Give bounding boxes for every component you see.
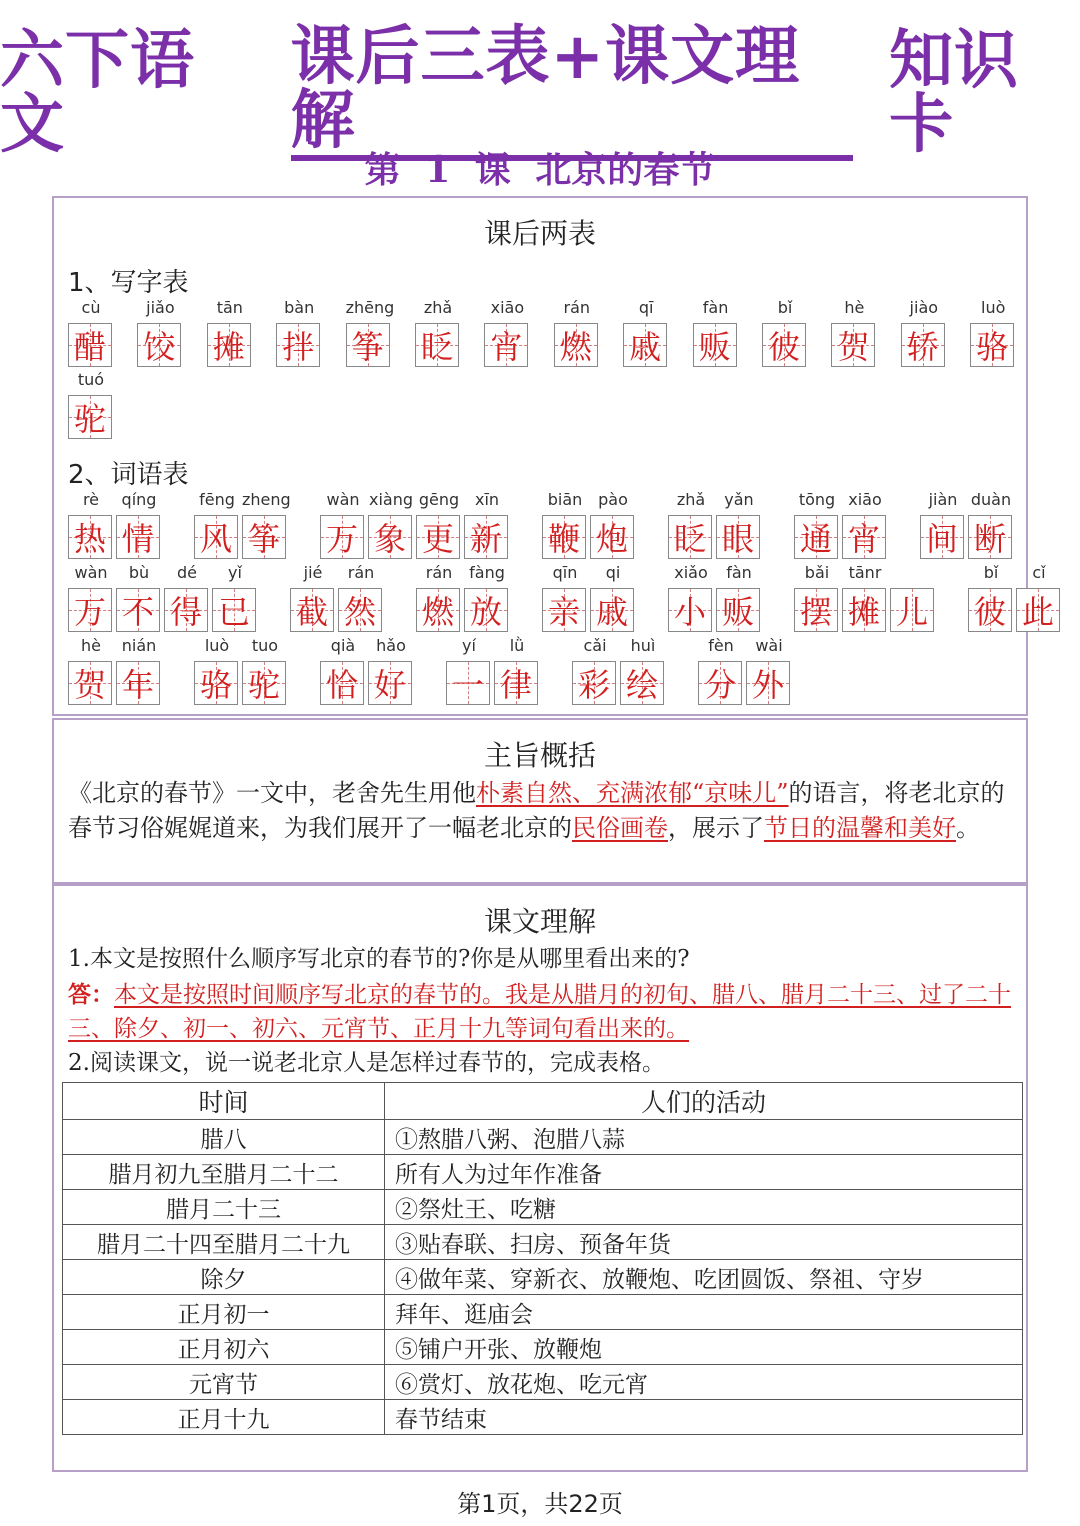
time-cell: 腊八 (63, 1120, 385, 1155)
pinyin-label: jiǎo (146, 298, 175, 317)
char-glyph: 截 (295, 593, 328, 631)
char-cell (416, 515, 460, 559)
pinyin-label: wài (755, 636, 783, 655)
char-cell (242, 515, 286, 559)
theme-section (52, 718, 1028, 884)
char-cell (494, 661, 538, 705)
time-cell: 腊月初九至腊月二十二 (63, 1155, 385, 1190)
pinyin-label: tān (216, 298, 243, 317)
table-header-row (63, 1083, 1023, 1120)
pinyin-label: nián (121, 636, 157, 655)
char-cell (346, 323, 390, 367)
pinyin-label: fēng (199, 490, 235, 509)
char-cell (716, 588, 760, 632)
lesson-title: 第 1 课 北京的春节 (364, 149, 716, 191)
table-row (63, 1365, 1023, 1400)
char-cell (794, 515, 838, 559)
char-cell (901, 323, 945, 367)
pinyin-label: qi (605, 563, 621, 582)
question-1: 1.本文是按照什么顺序写北京的春节的?你是从哪里看出来的? (68, 946, 690, 972)
pinyin-label: rán (347, 563, 375, 582)
char-cell (320, 515, 364, 559)
char-cell (831, 323, 875, 367)
time-cell: 腊月二十四至腊月二十九 (63, 1225, 385, 1260)
vocab-section-title: 课后两表 (483, 217, 596, 250)
char-cell (842, 515, 886, 559)
char-glyph: 醋 (73, 328, 106, 366)
vocab-section (52, 196, 1054, 716)
char-glyph: 摊 (847, 593, 880, 631)
char-cell (212, 588, 256, 632)
char-glyph: 律 (499, 666, 532, 704)
pinyin-label: fèn (708, 636, 734, 655)
pinyin-label: qíng (121, 490, 157, 509)
pinyin-label: qīn (552, 563, 578, 582)
char-glyph: 骆 (199, 666, 232, 704)
pinyin-label: huì (630, 636, 656, 655)
write-table-label: 1、写字表 (68, 268, 189, 298)
char-glyph: 分 (703, 666, 736, 704)
pinyin-label: cǐ (1032, 563, 1046, 582)
pinyin-label: rán (563, 298, 591, 317)
char-glyph: 一 (451, 666, 484, 704)
pinyin-label: xiāo (490, 298, 525, 317)
char-glyph: 新 (469, 520, 502, 558)
char-glyph: 热 (73, 520, 106, 558)
table-row (63, 1225, 1023, 1260)
pinyin-label: dé (177, 563, 197, 582)
char-glyph: 燃 (421, 593, 454, 631)
char-glyph: 情 (121, 520, 154, 558)
char-cell (668, 588, 712, 632)
theme-paragraph (68, 776, 1016, 846)
char-cell (762, 323, 806, 367)
pinyin-label: cù (81, 298, 101, 317)
char-glyph: 不 (121, 593, 154, 631)
char-cell (290, 588, 334, 632)
table-row (63, 1330, 1023, 1365)
answer-label: 答： (68, 981, 114, 1008)
table-row (63, 1155, 1023, 1190)
char-cell (623, 323, 667, 367)
char-glyph: 小 (673, 593, 706, 631)
char-cell (968, 588, 1012, 632)
pinyin-label: bàn (284, 298, 315, 317)
pinyin-label: luò (981, 298, 1006, 317)
table-row (63, 1190, 1023, 1225)
activity-cell: 所有人为过年作准备 (385, 1155, 1023, 1190)
theme-highlight-warmth: 节日的温馨和美好 (764, 814, 956, 842)
pinyin-label: tuo (251, 636, 279, 655)
activity-cell: ①熬腊八粥、泡腊八蒜 (385, 1120, 1023, 1155)
char-cell (194, 661, 238, 705)
theme-text-2: 的语言，将老北京的春节习俗娓娓道来，为我们展开了一幅老北京的 (68, 779, 1005, 842)
activity-cell: ④做年菜、穿新衣、放鞭炮、吃团圆饭、祭祖、守岁 (385, 1260, 1023, 1295)
char-cell (542, 588, 586, 632)
char-glyph: 宵 (847, 520, 880, 558)
char-glyph: 眼 (721, 520, 754, 558)
theme-text-4: 。 (956, 814, 980, 842)
pinyin-label: tuó (77, 370, 105, 389)
char-glyph: 贺 (73, 666, 106, 704)
char-cell (590, 515, 634, 559)
pinyin-label: rè (82, 490, 100, 509)
char-glyph: 驼 (73, 400, 106, 438)
pinyin-label: jiào (909, 298, 939, 317)
char-cell (484, 323, 528, 367)
char-glyph: 万 (325, 520, 358, 558)
char-cell (320, 661, 364, 705)
table-row (63, 1120, 1023, 1155)
char-cell (970, 323, 1014, 367)
char-glyph: 贩 (698, 328, 731, 366)
char-glyph: 通 (799, 520, 832, 558)
char-cell (842, 588, 886, 632)
char-glyph: 摆 (799, 593, 832, 631)
char-cell (68, 661, 112, 705)
answer-1 (68, 978, 1018, 1046)
time-cell: 正月初六 (63, 1330, 385, 1365)
theme-text-1: 《北京的春节》一文中，老舍先生用他 (68, 779, 476, 807)
header-activities: 人们的活动 (385, 1083, 1023, 1120)
pinyin-label: zhēng (345, 298, 395, 317)
char-cell (968, 515, 1012, 559)
table-row (63, 1260, 1023, 1295)
time-cell: 除夕 (63, 1260, 385, 1295)
pinyin-label: lǜ (509, 636, 525, 655)
char-glyph: 亲 (547, 593, 580, 631)
char-cell (554, 323, 598, 367)
activity-cell: ③贴春联、扫房、预备年货 (385, 1225, 1023, 1260)
pinyin-label: duàn (970, 490, 1012, 509)
pinyin-label: xiàng (368, 490, 413, 509)
char-glyph: 轿 (906, 328, 939, 366)
char-glyph: 恰 (325, 666, 358, 704)
table-row (63, 1400, 1023, 1435)
char-glyph: 戚 (595, 593, 628, 631)
table-row (63, 1295, 1023, 1330)
char-cell (920, 515, 964, 559)
char-cell (68, 323, 112, 367)
question-2: 2.阅读课文，说一说老北京人是怎样过春节的，完成表格。 (68, 1050, 665, 1076)
char-glyph: 儿 (895, 593, 928, 631)
pinyin-label: bù (128, 563, 150, 582)
char-cell (194, 515, 238, 559)
comprehension-section-title: 课文理解 (483, 905, 596, 938)
char-cell (137, 323, 181, 367)
pinyin-label: bǐ (777, 298, 793, 317)
pinyin-label: rán (425, 563, 453, 582)
char-glyph: 筝 (351, 328, 384, 366)
char-glyph: 间 (925, 520, 958, 558)
pinyin-label: pào (598, 490, 628, 509)
pinyin-label: luò (204, 636, 230, 655)
char-glyph: 更 (421, 520, 454, 558)
pinyin-label: fàn (702, 298, 729, 317)
char-cell (276, 323, 320, 367)
char-glyph: 外 (751, 666, 784, 704)
time-cell: 正月初一 (63, 1295, 385, 1330)
pinyin-label: xiāo (848, 490, 882, 509)
char-cell (716, 515, 760, 559)
pinyin-label: fàn (726, 563, 752, 582)
char-cell (590, 588, 634, 632)
title-topic: 课后三表+课文理解 (291, 25, 854, 161)
char-glyph: 放 (469, 593, 502, 631)
char-cell (890, 588, 934, 632)
char-cell (542, 515, 586, 559)
char-cell (698, 661, 742, 705)
char-glyph: 彼 (767, 328, 800, 366)
char-cell (116, 661, 160, 705)
word-table-label: 2、词语表 (68, 460, 189, 490)
char-cell (464, 515, 508, 559)
page-header (0, 20, 1080, 162)
char-glyph: 风 (199, 520, 232, 558)
char-cell (446, 661, 490, 705)
char-glyph: 骆 (976, 328, 1009, 366)
title-card: 知识卡 (889, 24, 1020, 162)
char-glyph: 炮 (595, 520, 628, 558)
answer-1-text: 本文是按照时间顺序写北京的春节的。我是从腊月的初旬、腊八、腊月二十三、过了二十三、除夕、初一、初六、元宵节、正月十九等词句看出来的。 (68, 982, 1011, 1042)
pinyin-label: wàn (326, 490, 360, 509)
char-glyph: 象 (373, 520, 406, 558)
activity-cell: 拜年、逛庙会 (385, 1295, 1023, 1330)
char-glyph: 拌 (282, 328, 315, 366)
char-cell (207, 323, 251, 367)
char-cell (464, 588, 508, 632)
pinyin-label: xīn (474, 490, 500, 509)
char-cell (572, 661, 616, 705)
char-cell (368, 515, 412, 559)
char-cell (746, 661, 790, 705)
char-cell (368, 661, 412, 705)
pinyin-label: gēng (418, 490, 460, 509)
pinyin-label: zheng (242, 490, 291, 509)
pinyin-label: zhǎ (676, 490, 706, 509)
header-time: 时间 (63, 1083, 385, 1120)
char-glyph: 已 (217, 593, 250, 631)
char-cell (416, 588, 460, 632)
activity-cell: ②祭灶王、吃糖 (385, 1190, 1023, 1225)
pinyin-label: qià (330, 636, 356, 655)
char-cell (1016, 588, 1060, 632)
comprehension-section (52, 884, 1028, 1472)
pinyin-label: jié (303, 563, 323, 582)
char-glyph: 饺 (143, 328, 176, 366)
char-cell (116, 588, 160, 632)
char-glyph: 摊 (212, 328, 245, 366)
char-glyph: 戚 (629, 328, 662, 366)
pinyin-label: jiàn (928, 490, 958, 509)
time-cell: 腊月二十三 (63, 1190, 385, 1225)
char-cell (116, 515, 160, 559)
pinyin-label: wàn (74, 563, 108, 582)
char-glyph: 得 (169, 593, 202, 631)
char-cell (242, 661, 286, 705)
activities-table (62, 1082, 1023, 1435)
char-glyph: 宵 (490, 328, 523, 366)
char-glyph: 眨 (420, 328, 453, 366)
pinyin-label: biān (547, 490, 583, 509)
char-glyph: 筝 (247, 520, 280, 558)
char-cell (415, 323, 459, 367)
pinyin-label: yǐ (228, 563, 242, 582)
pinyin-label (890, 563, 936, 585)
char-cell (68, 588, 112, 632)
char-glyph: 绘 (625, 666, 658, 704)
page-indicator: 第1页，共22页 (457, 1490, 623, 1518)
char-cell (668, 515, 712, 559)
char-cell (164, 588, 208, 632)
pinyin-label: xiǎo (674, 563, 708, 582)
theme-highlight-language: 朴素自然、充满浓郁“京味儿” (476, 779, 789, 807)
pinyin-label: hè (81, 636, 101, 655)
theme-highlight-folk: 民俗画卷 (572, 814, 668, 842)
char-glyph: 鞭 (547, 520, 580, 558)
char-cell (68, 515, 112, 559)
char-glyph: 此 (1021, 593, 1054, 631)
char-glyph: 彼 (973, 593, 1006, 631)
activity-cell: ⑤铺户开张、放鞭炮 (385, 1330, 1023, 1365)
char-cell (338, 588, 382, 632)
pinyin-label: bǐ (983, 563, 999, 582)
char-glyph: 然 (343, 593, 376, 631)
char-glyph: 燃 (559, 328, 592, 366)
pinyin-label: bǎi (804, 563, 830, 582)
char-glyph: 年 (121, 666, 154, 704)
char-cell (693, 323, 737, 367)
char-glyph: 驼 (247, 666, 280, 704)
char-glyph: 好 (373, 666, 406, 704)
title-grade: 六下语文 (0, 24, 195, 162)
char-glyph: 彩 (577, 666, 610, 704)
pinyin-label: zhǎ (423, 298, 453, 317)
time-cell: 正月十九 (63, 1400, 385, 1435)
char-glyph: 贺 (837, 328, 870, 366)
time-cell: 元宵节 (63, 1365, 385, 1400)
char-cell (68, 395, 112, 439)
char-cell (620, 661, 664, 705)
pinyin-label: tānr (848, 563, 882, 582)
char-cell (794, 588, 838, 632)
activity-cell: ⑥赏灯、放花炮、吃元宵 (385, 1365, 1023, 1400)
pinyin-label: yí (462, 636, 476, 655)
pinyin-label: qī (638, 298, 654, 317)
theme-section-title: 主旨概括 (483, 739, 596, 772)
char-glyph: 眨 (673, 520, 706, 558)
char-glyph: 贩 (721, 593, 754, 631)
pinyin-label: tōng (798, 490, 836, 509)
pinyin-label: hǎo (376, 636, 406, 655)
pinyin-label: fàng (469, 563, 505, 582)
theme-text-3: ，展示了 (668, 814, 764, 842)
activity-cell: 春节结束 (385, 1400, 1023, 1435)
char-glyph: 断 (973, 520, 1006, 558)
pinyin-label: cǎi (583, 636, 607, 655)
char-glyph: 万 (73, 593, 106, 631)
pinyin-label: hè (844, 298, 865, 317)
pinyin-label: yǎn (724, 490, 754, 509)
